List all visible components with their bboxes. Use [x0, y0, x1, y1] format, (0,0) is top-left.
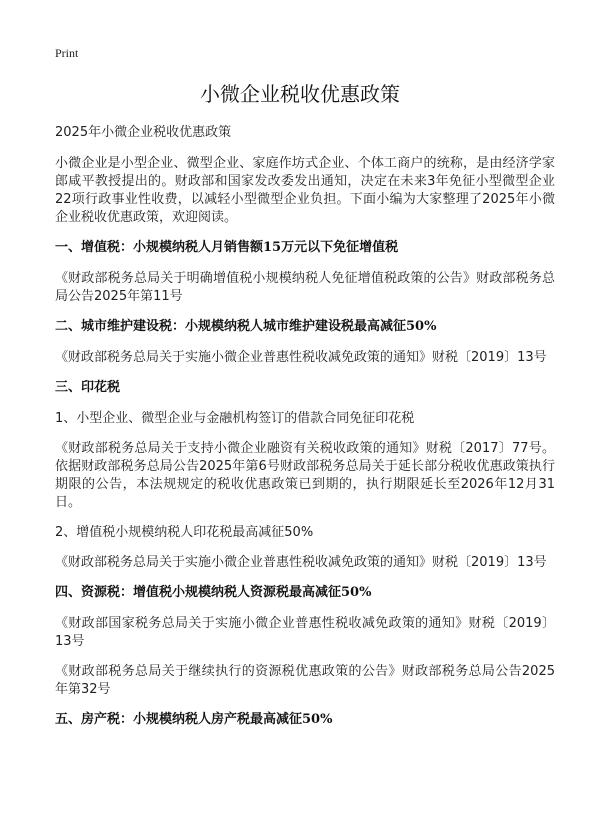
article-subtitle: 2025年小微企业税收优惠政策	[55, 125, 232, 140]
section-heading-1: 一、增值税：小规模纳税人月销售额15万元以下免征增值税	[55, 240, 399, 255]
print-link[interactable]: Print	[55, 46, 79, 60]
section-3-paragraph-3: 2、增值税小规模纳税人印花税最高减征50%	[55, 525, 314, 540]
section-heading-3: 三、印花税	[55, 380, 121, 395]
section-3-paragraph-1: 1、小型企业、微型企业与金融机构签订的借款合同免征印花税	[55, 411, 415, 426]
section-heading-5: 五、房产税：小规模纳税人房产税最高减征50%	[55, 712, 333, 727]
section-3-paragraph-4: 《财政部税务总局关于实施小微企业普惠性税收减免政策的通知》财税〔2019〕13号	[55, 555, 547, 570]
section-3-paragraph-2: 《财政部税务总局关于支持小微企业融资有关税收政策的通知》财税〔2017〕77号。依据财政部税务总局公告2025年第6号财政部税务总局关于延长部分税收优惠政策执行期限的公告，本法规规定的税收优惠政策已到期的，执行期限延长至2026年12月31日。	[55, 441, 555, 510]
section-1-paragraph-1: 《财政部税务总局关于明确增值税小规模纳税人免征增值税政策的公告》财政部税务总局公告2025年第11号	[55, 271, 555, 304]
section-4-paragraph-2: 《财政部税务总局关于继续执行的资源税优惠政策的公告》财政部税务总局公告2025年第32号	[55, 664, 555, 697]
page-title: 小微企业税收优惠政策	[200, 82, 400, 106]
section-2-paragraph-1: 《财政部税务总局关于实施小微企业普惠性税收减免政策的通知》财税〔2019〕13号	[55, 350, 547, 365]
article-body	[55, 124, 555, 742]
section-heading-2: 二、城市维护建设税：小规模纳税人城市维护建设税最高减征50%	[55, 319, 437, 334]
intro-paragraph: 小微企业是小型企业、微型企业、家庭作坊式企业、个体工商户的统称，是由经济学家郎咸平教授提出的。财政部和国家发改委发出通知，决定在未来3年免征小型微型企业22项行政事业性收费，以减轻小型微型企业负担。下面小编为大家整理了2025年小微企业税收优惠政策，欢迎阅读。	[55, 156, 555, 225]
section-4-paragraph-1: 《财政部国家税务总局关于实施小微企业普惠性税收减免政策的通知》财税〔2019〕13号	[55, 616, 555, 649]
section-heading-4: 四、资源税：增值税小规模纳税人资源税最高减征50%	[55, 585, 372, 600]
